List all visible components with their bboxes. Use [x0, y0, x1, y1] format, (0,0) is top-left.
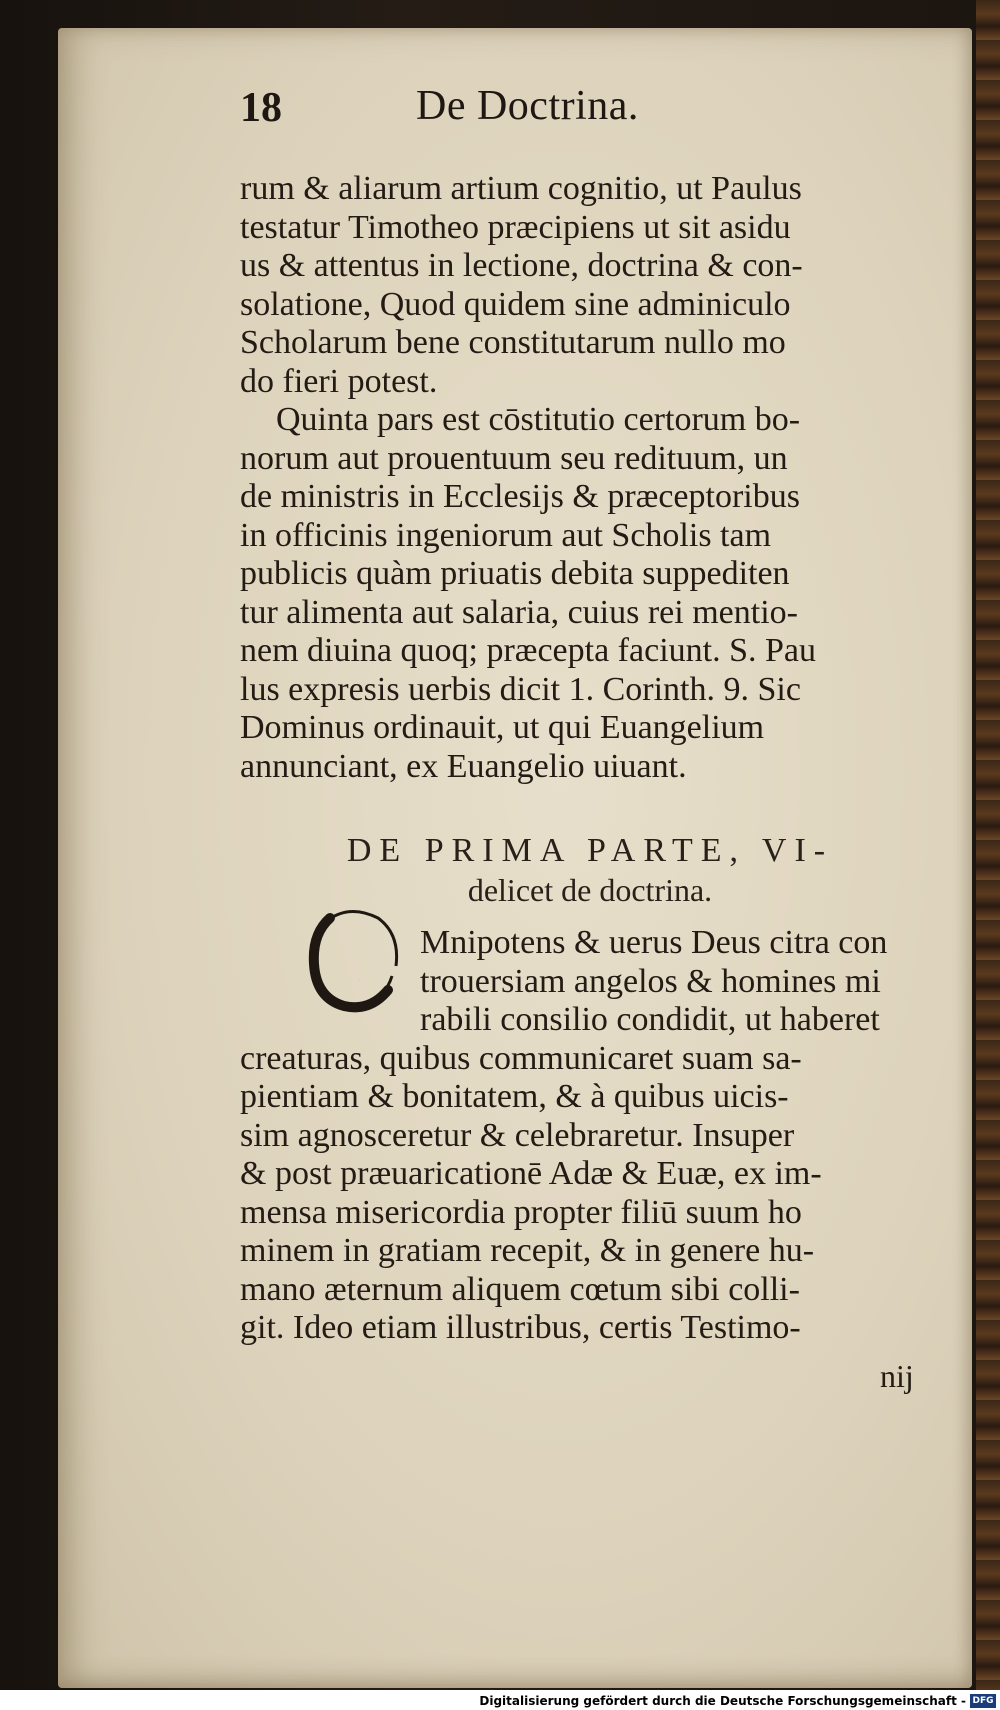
text-line: lus expresis uerbis dicit 1. Corinth. 9. Sic [240, 670, 801, 708]
body-text [240, 170, 940, 786]
text-line: git. Ideo etiam illustribus, certis Testimo- [240, 1309, 801, 1346]
text-line: rum & aliarum artium cognitio, ut Paulus [240, 170, 802, 207]
catchword: nij [880, 1358, 914, 1394]
text-line: in officinis ingeniorum aut Scholis tam [240, 516, 772, 554]
page-header [240, 84, 740, 144]
funding-credit: Digitalisierung gefördert durch die Deutsche Forschungsgemeinschaft - [479, 1694, 966, 1708]
text-line: de ministris in Ecclesijs & præceptoribus [240, 478, 800, 515]
text-line: rabili consilio condidit, ut haberet [420, 1001, 880, 1038]
text-line: mensa misericordia propter filiū suum ho [240, 1193, 802, 1231]
text-line: nem diuina quoq; præcepta faciunt. S. Pau [240, 632, 816, 669]
section-heading: DE PRIMA PARTE, VI- [346, 832, 834, 869]
text-line: publicis quàm priuatis debita suppediten [240, 555, 790, 592]
text-line: solatione, Quod quidem sine adminiculo [240, 285, 791, 323]
text-line: us & attentus in lectione, doctrina & con- [240, 247, 803, 284]
text-line: tur alimenta aut salaria, cuius rei mentio- [240, 593, 798, 631]
page-number: 18 [240, 85, 282, 131]
text-line: & post præuaricationē Adæ & Euæ, ex im- [240, 1155, 822, 1192]
text-line: Scholarum bene constitutarum nullo mo [240, 324, 786, 361]
text-line: trouersiam angelos & homines mi [420, 962, 881, 1000]
svg-text:O: O [358, 981, 360, 982]
footer-bar [0, 1690, 1000, 1710]
text-line: Mnipotens & uerus Deus citra con [420, 924, 888, 961]
section-text [240, 924, 940, 1348]
book-edge [976, 0, 1000, 1700]
section-subheading: delicet de doctrina. [467, 872, 713, 908]
text-line: Quinta pars est cōstitutio certorum bo- [276, 401, 801, 438]
text-line: mano æternum aliquem cœtum sibi colli- [240, 1270, 800, 1308]
text-line: testatur Timotheo præcipiens ut sit asidu [240, 208, 791, 246]
text-line: Dominus ordinauit, ut qui Euangelium [240, 709, 765, 746]
running-title: De Doctrina. [416, 83, 639, 129]
text-line: sim agnosceretur & celebraretur. Insuper [240, 1116, 795, 1154]
text-line: creaturas, quibus communicaret suam sa- [240, 1039, 802, 1077]
text-line: annunciant, ex Euangelio uiuant. [240, 747, 687, 785]
text-line: norum aut prouentuum seu redituum, un [240, 439, 788, 477]
text-line: do fieri potest. [240, 362, 438, 400]
dfg-logo: DFG [970, 1694, 996, 1708]
text-line: pientiam & bonitatem, & à quibus uicis- [240, 1078, 789, 1115]
text-line: minem in gratiam recepit, & in genere hu- [240, 1232, 815, 1269]
